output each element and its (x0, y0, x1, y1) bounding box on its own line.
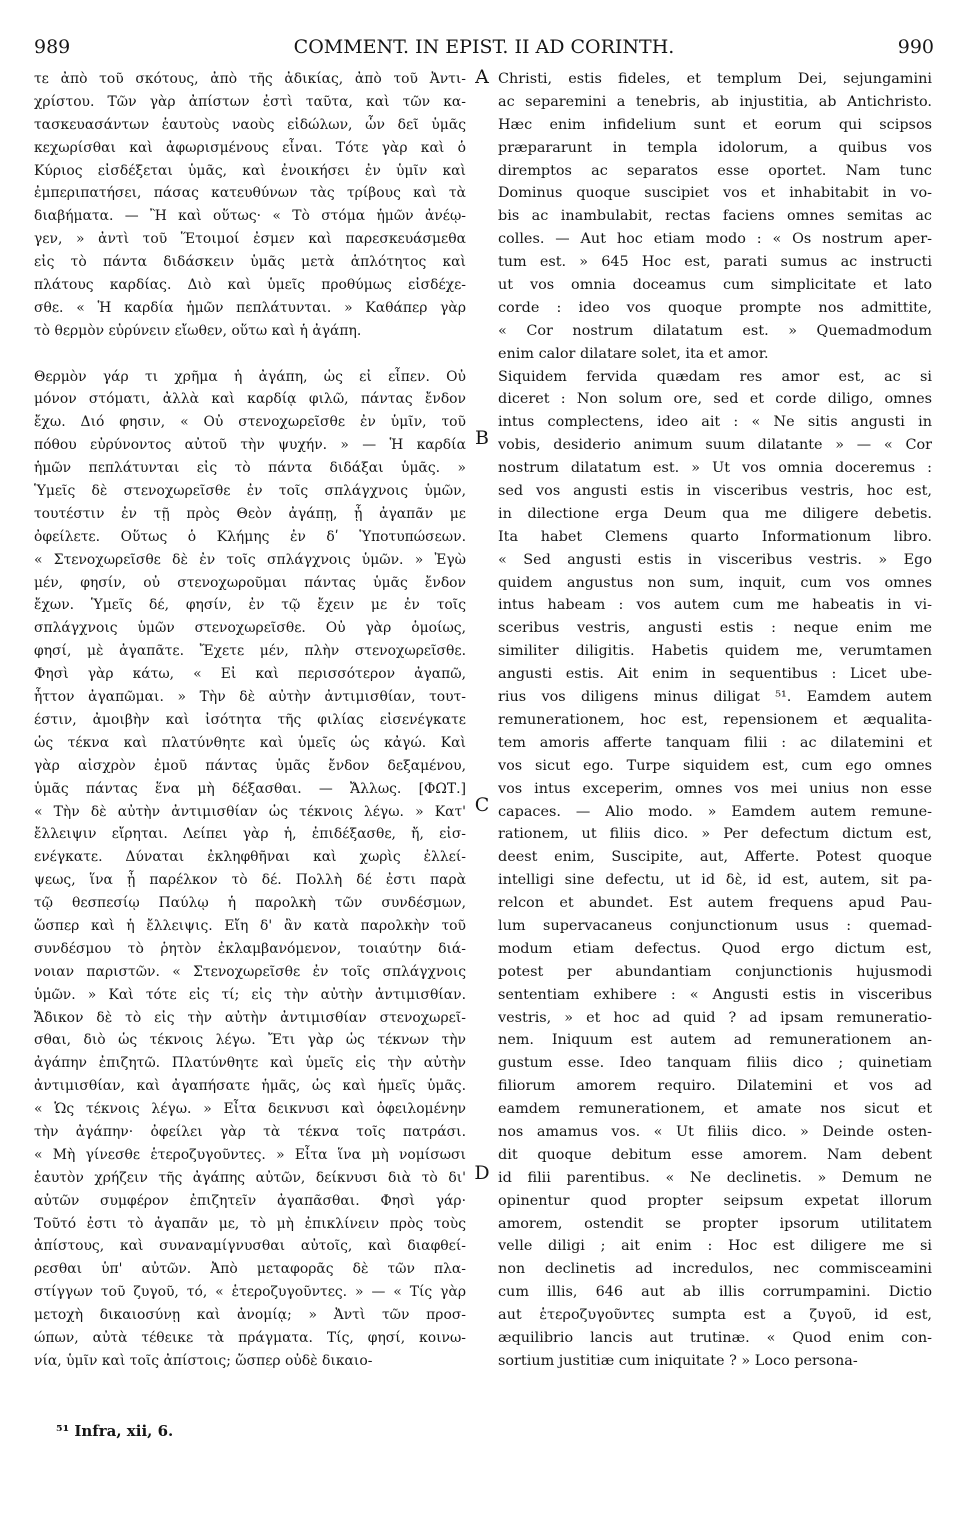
text-line: id filii parentibus. « Ne declinetis. » Demum ne (498, 1169, 932, 1186)
text-line: lum supervacaneus conjunctionum usus : quemad- (498, 917, 932, 934)
text-line: σθαι, διὸ ὡς τέκνοις λέγω. Ἔτι γὰρ ὡς τέκνων τὴν (34, 1032, 466, 1049)
text-line: Ὑμεῖς δὲ στενοχωρεῖσθε ἐν τοῖς σπλάγχνοις ὑμῶν, (34, 483, 466, 500)
text-line: τουτέστιν ἐν τῇ πρὸς Θεὸν ἀγάπῃ, ᾗ ἀγαπᾶν με (34, 505, 466, 522)
page-number-right: 990 (897, 36, 934, 58)
margin-letter-c: C (474, 794, 490, 816)
text-line: nostrum dilatatum est. » Ut vos omnia doceremus : (498, 460, 932, 477)
text-line: ἡμῶν πεπλάτυνται εἰς τὸ πάντα διδάξαι ὑμᾶς. » (34, 460, 466, 477)
text-line: « Sed angusti estis in visceribus vestris. » Ego (498, 551, 932, 568)
text-line: ρεσθαι ὑπ' αὐτῶν. Ἀπὸ μεταφορᾶς δὲ τῶν πλα- (34, 1261, 466, 1278)
text-line: vestris, » et hoc ad quid ? ad ipsam remuneratio- (498, 1009, 932, 1026)
text-line: ἑαυτὸν χρήζειν τῆς ἀγάπης αὐτῶν, δείκνυσι διὰ τὸ δι' (34, 1169, 466, 1186)
text-line: στίγγων τοῦ ζυγοῦ, τό, « ἑτεροζυγοῦντες. » — « Τίς γὰρ (34, 1284, 466, 1301)
margin-letter-b: B (475, 427, 489, 449)
text-line: eamdem remunerationem, et amate nos sicut et (498, 1101, 932, 1118)
text-line: ut vos omnia doceamus cum simplicitate et lato (498, 277, 932, 294)
text-line: ώπων, αὐτὰ τέθεικε τὰ πράγματα. Τίς, φησί, κοινω- (34, 1329, 466, 1346)
text-line: ἐμπεριπατήσει, πάσας κατευθύνων τὰς τρίβους καὶ τὰ (34, 185, 466, 202)
text-line: σπλάγχνοις ὑμῶν στενοχωρεῖσθε. Οὐ γὰρ ὁμοίως, (34, 620, 466, 637)
text-line: ὥσπερ καὶ ἡ ἔλλειψις. Εἴη δ' ἂν κατὰ παρολκὴν τοῦ (34, 917, 466, 934)
text-line: κεχωρίσθαι καὶ ἀφωρισμένους εἶναι. Τότε γὰρ καὶ ὁ (34, 139, 466, 156)
text-line: ὑμᾶς πάντας ἕνα μὴ δέξασθαι. — Ἄλλως. [ΦΩΤ.] (34, 780, 466, 797)
text-line: ἔλλειψιν εἴρηται. Λείπει γὰρ ἡ, ἐπιδέξασθε, ἤ, εἰσ- (34, 826, 466, 843)
text-line: quidem angustus non sum, inquit, cum vos omnes (498, 574, 932, 591)
text-line: in dilectione erga Deum qua me diligere debetis. (498, 505, 932, 522)
text-line: sceribus vestris, angusti estis : neque enim me (498, 620, 932, 637)
text-line: ὡς τέκνα καὶ πλατύνθητε καὶ ὑμεῖς ὡς κἀγώ. Καὶ (34, 734, 466, 751)
text-line: Hæc enim infidelium sunt et eorum qui scipsos (498, 116, 932, 133)
text-line: aut ἑτεροζυγοῦντες sumpta est a ζυγοῦ, id est, (498, 1307, 932, 1324)
text-line: modum etiam defectus. Quod ergo dictum est, (498, 940, 932, 957)
text-line: τὸ θερμὸν εὐρύνειν εἴωθεν, οὕτω καὶ ἡ ἀγάπη. (34, 322, 362, 339)
text-line: vobis, desiderio animum suum dilatante » — « Cor (498, 437, 932, 454)
text-line: amorem, ostendit se propter ipsorum utilitatem (498, 1215, 932, 1232)
text-line: Dominus quoque suscipiet vos et inhabitabit in vo- (498, 185, 932, 202)
text-line: ἔχω. Διό φησιν, « Οὐ στενοχωρεῖσθε ἐν ὑμῖν, τοῦ (34, 414, 466, 431)
margin-letter-d: D (474, 1162, 490, 1184)
text-line: sed vos angusti estis in visceribus vestris, hoc est, (498, 483, 932, 500)
text-line: non declinetis ad incredulos, nec commisceamini (498, 1261, 932, 1278)
text-line: ενέγκατε. Δύναται ἐκληφθῆναι καὶ χωρὶς ἐλλεί- (34, 849, 466, 866)
text-line: colles. — Aut hoc etiam modo : « Os nostrum aper- (498, 231, 932, 248)
text-line: Siquidem fervida quædam res amor est, ac si (498, 368, 932, 385)
text-line: τασκευασάντων ἑαυτοὺς ναοὺς εἰδώλων, ὧν δεῖ ὑμᾶς (34, 116, 466, 133)
text-line: vos intus exceperim, omnes vos mei unius non esse (498, 780, 932, 797)
latin-text-column (498, 68, 932, 1373)
text-line: rius vos diligens minus diligat ⁵¹. Eamdem autem (498, 689, 932, 706)
text-line: ὑμῶν. » Καὶ τότε εἰς τί; εἰς τὴν αὐτὴν ἀντιμισθίαν. (34, 986, 466, 1003)
text-line: nem. Iniquum est autem ad remunerationem an- (498, 1032, 932, 1049)
greek-text-column (34, 68, 466, 1373)
text-line: diceret : Non solum ore, sed et corde diligo, omnes (498, 391, 932, 408)
text-line: deest enim, Suscipite, aut, Afferte. Potest quoque (498, 849, 932, 866)
text-line: ἀντιμισθίαν, καὶ ἀγαπήσατε ἡμᾶς, ὡς καὶ ἡμεῖς ὑμᾶς. (34, 1078, 466, 1095)
text-line: έστιν, ἀμοιβὴν καὶ ἰσότητα τῆς φιλίας εἰσενέγκατε (34, 711, 466, 728)
text-line: bis ac inambulabit, rectas faciens omnes semitas ac (498, 208, 932, 225)
text-line: vos sicut ego. Turpe siquidem est, cum ego omnes (498, 757, 932, 774)
text-line: relcon et abundet. Est autem frequens apud Pau- (498, 895, 932, 912)
text-line: dit quoque debitum esse amorem. Nam debent (498, 1146, 932, 1163)
text-line: intelligi sine defectu, ut id δὲ, id est, autem, sit pa- (498, 872, 932, 889)
text-line: Φησὶ γὰρ κάτω, « Εἰ καὶ περισσότερον ἀγαπῶ, (34, 666, 466, 683)
text-line: διαβήματα. — Ἢ καὶ οὕτως· « Τὸ στόμα ἡμῶν ἀνέῳ- (34, 208, 466, 225)
text-line: æquilibrio lancis aut trutinæ. « Quod enim con- (498, 1329, 932, 1346)
text-line: « Στενοχωρεῖσθε δὲ ἐν τοῖς σπλάγχνοις ὑμῶν. » Ἐγὼ (34, 551, 466, 568)
text-line: « Τὴν δὲ αὐτὴν ἀντιμισθίαν ὡς τέκνοις λέγω. » Κατ' (34, 803, 466, 820)
text-line: capaces. — Alio modo. » Eamdem autem remune- (498, 803, 932, 820)
text-line: μετοχὴ δικαιοσύνῃ καὶ ἀνομίᾳ; » Ἀντὶ τῶν προσ- (34, 1307, 466, 1324)
text-line: Κύριος εἰσδέξεται ὑμᾶς, καὶ ἐνοικήσει ἐν ὑμῖν καὶ (34, 162, 466, 179)
text-line: rationem, ut filiis dico. » Per defectum dictum est, (498, 826, 932, 843)
text-line: enim calor dilatare solet, ita et amor. (498, 345, 769, 362)
text-line: opinentur quod propter seipsum expetat illorum (498, 1192, 932, 1209)
text-line: cum illis, 646 aut ab illis corrumpamini. Dictio (498, 1284, 932, 1301)
text-line: sortium justitiæ cum iniquitate ? » Loco persona- (498, 1352, 858, 1369)
text-line: Τοῦτό ἐστι τὸ ἀγαπᾶν με, τὸ μὴ ἐπικλίνειν πρὸς τοὺς (34, 1215, 466, 1232)
text-line: φησί, μὲ ἀγαπᾶτε. Ἔχετε μέν, πλὴν στενοχωρεῖσθε. (34, 643, 466, 660)
text-line: « Ὡς τέκνοις λέγω. » Εἶτα δεικνυσι καὶ ὀφειλομένην (34, 1101, 466, 1118)
text-line: ἀπίστους, καὶ συναναμίγνυσθαι αὐτοῖς, καὶ διαφθεί- (34, 1238, 466, 1255)
text-line: ἀγάπην ἐπιζητῶ. Πλατύνθητε καὶ ὑμεῖς εἰς τὴν αὐτὴν (34, 1055, 466, 1072)
text-line: ἧττον ἀγαπῶμαι. » Τὴν δὲ αὐτὴν ἀντιμισθίαν, τουτ- (34, 689, 466, 706)
text-line: τε ἀπὸ τοῦ σκότους, ἀπὸ τῆς ἀδικίας, ἀπὸ τοῦ Ἀντι- (34, 71, 466, 87)
text-line: Ita habet Clemens quarto Informationum libro. (498, 528, 932, 545)
running-title: COMMENT. IN EPIST. II AD CORINTH. (293, 36, 675, 58)
text-line: πλάτους καρδίας. Διὸ καὶ ὑμεῖς προθύμως εἰσδέχε- (34, 277, 466, 294)
text-line: μόνον στόματι, ἀλλὰ καὶ καρδίᾳ φιλῶ, πάντας ἔνδον (34, 391, 466, 408)
text-line: γὰρ αἰσχρὸν ἐμοῦ πάντας ὑμᾶς ἔνδον δεξαμένου, (34, 757, 466, 774)
page-header (34, 36, 934, 62)
text-line: τῷ θεσπεσίῳ Παύλῳ ἡ παρολκὴ τῶν συνδέσμων, (34, 895, 466, 912)
text-line: μέν, φησίν, οὐ στενοχωροῦμαι πάντας ὑμᾶς ἔνδον (34, 574, 466, 591)
text-line: Θερμὸν γάρ τι χρῆμα ἡ ἀγάπη, ὡς εἰ εἶπεν. Οὐ (34, 368, 466, 385)
text-line: πόθου εὐρύνοντος αὐτοῦ τὴν ψυχήν. » — Ἡ καρδία (34, 437, 466, 454)
footnote: ⁵¹ Infra, xii, 6. (56, 1422, 174, 1440)
text-line: νία, ὑμῖν καὶ τοῖς ἀπίστοις; ὥσπερ οὐδὲ δικαιο- (34, 1352, 373, 1369)
text-line: αὐτῶν συμφέρον ἐπιζητεῖν ἀγαπᾶσθαι. Φησὶ γάρ· (34, 1192, 466, 1209)
text-line: Christi, estis fideles, et templum Dei, sejungamini (498, 71, 932, 87)
text-line: χρίστου. Τῶν γὰρ ἀπίστων ἐστὶ ταῦτα, καὶ τῶν κα- (34, 93, 466, 110)
text-line: velle diligi ; ait enim : Hoc est diligere me si (498, 1238, 932, 1255)
text-line: angusti estis. Ait enim in sequentibus : Licet ube- (498, 666, 932, 683)
text-line: diremptos ac separatos esse oportet. Nam tunc (498, 162, 932, 179)
text-line: ἔχων. Ὑμεῖς δέ, φησίν, ἐν τῷ ἔχειν με ἐν τοῖς (34, 597, 466, 614)
text-line: gustum esse. Ideo tanquam filiis dico ; quinetiam (498, 1055, 932, 1072)
text-line: « Cor nostrum dilatatum est. » Quemadmodum (498, 322, 932, 339)
text-line: σθε. « Ἡ καρδία ἡμῶν πεπλάτυνται. » Καθάπερ γὰρ (34, 299, 466, 316)
text-line: ὀφείλετε. Οὕτως ὁ Κλήμης ἐν δʹ Ὑποτυπώσεων. (34, 528, 466, 545)
text-line: ac separemini a tenebris, ab injustitia, ab Antichristo. (498, 93, 932, 110)
text-line: potest per abundantiam conjunctionis hujusmodi (498, 963, 932, 980)
text-line (34, 343, 466, 366)
text-line: γεν, » ἀντὶ τοῦ Ἕτοιμοί ἐσμεν καὶ παρεσκευάσμεθα (34, 231, 466, 248)
text-line: εἰς τὸ πάντα διδάσκειν ὑμᾶς μετὰ ἁπλότητος καὶ (34, 254, 466, 271)
text-line: intus habeam : vos autem cum me habeatis in vi- (498, 597, 932, 614)
page-number-left: 989 (34, 36, 71, 58)
text-line: « Μὴ γίνεσθε ἑτεροζυγοῦντες. » Εἶτα ἵνα μὴ νομίσωσι (34, 1146, 466, 1163)
text-line: præpararunt in templa idolorum, a quibus vos (498, 139, 932, 156)
text-line: filiorum amorem requiro. Dilatemini et vos ad (498, 1078, 932, 1095)
text-line: intus complectens, ideo ait : « Ne sitis angusti in (498, 414, 932, 431)
text-line: νοιαν παριστῶν. « Στενοχωρεῖσθε ἐν τοῖς σπλάγχνοις (34, 963, 466, 980)
text-line: corde : ideo vos quoque prompte nos admittite, (498, 299, 932, 316)
text-line: τὴν ἀγάπην· ὀφείλει γὰρ τὰ τέκνα τοῖς πατράσι. (34, 1123, 466, 1140)
text-line: tum est. » 645 Hoc est, parati sumus ac instructi (498, 254, 932, 271)
margin-letter-a: A (475, 66, 489, 88)
text-line: tem amoris afferte tanquam filii : ac dilatemini et (498, 734, 932, 751)
text-line: sententiam exhibere : « Angusti estis in visceribus (498, 986, 932, 1003)
text-line: Ἄδικον δὲ τὸ εἰς τὴν αὐτὴν ἀντιμισθίαν στενοχωρεῖ- (34, 1009, 466, 1026)
text-line: ψεως, ἵνα ᾖ παρέλκον τὸ δέ. Πολλὴ δέ ἐστι παρὰ (34, 872, 466, 889)
text-line: remunerationem, hoc est, repensionem et æqualita- (498, 711, 932, 728)
text-line: similiter diligitis. Habetis quidem me, verumtamen (498, 643, 932, 660)
text-line: συνδέσμου τὸ ῥητὸν ἐκλαμβανόμενον, τοιαύτην διά- (34, 940, 466, 957)
text-line: nos amamus vos. « Ut filiis dico. » Deinde osten- (498, 1123, 932, 1140)
